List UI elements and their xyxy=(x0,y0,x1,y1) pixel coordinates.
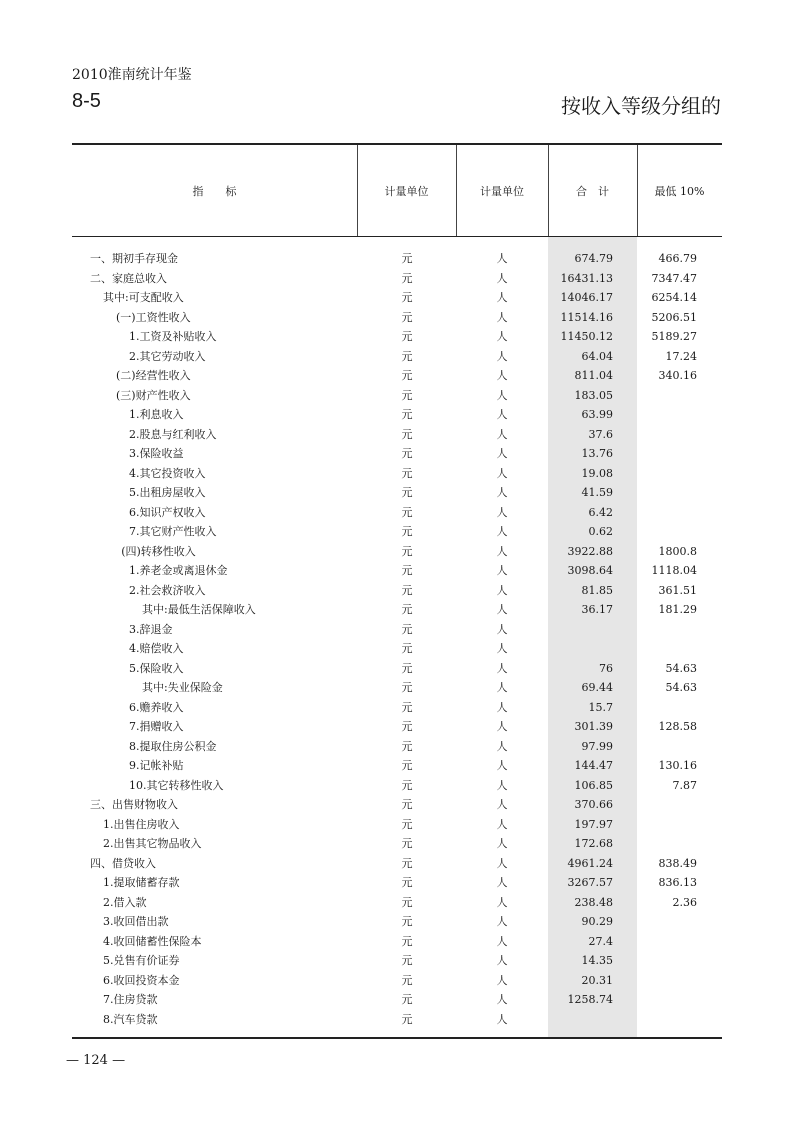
row-lowest: 466.79 xyxy=(658,252,697,265)
row-unit1: 元 xyxy=(401,408,413,421)
table-row xyxy=(72,678,722,698)
row-unit1: 元 xyxy=(401,720,413,733)
header-lowest: 最低 10% xyxy=(654,184,705,198)
row-label: 5.保险收入 xyxy=(129,661,184,675)
row-total: 674.79 xyxy=(574,252,613,265)
row-label: 3.收回借出款 xyxy=(103,915,169,928)
row-unit2: 人 xyxy=(496,466,508,480)
row-unit2: 人 xyxy=(496,915,508,928)
row-unit1: 元 xyxy=(401,583,413,597)
row-label: (三)财产性收入 xyxy=(116,388,191,402)
row-unit1: 元 xyxy=(401,1012,413,1026)
row-total: 1258.74 xyxy=(567,993,613,1006)
row-unit1: 元 xyxy=(401,388,413,402)
row-total: 76 xyxy=(599,661,613,675)
header-indicator: 指 标 xyxy=(192,184,237,198)
row-unit2: 人 xyxy=(496,291,508,304)
row-label: (二)经营性收入 xyxy=(116,369,191,382)
row-lowest: 181.29 xyxy=(658,603,697,616)
row-unit2: 人 xyxy=(496,798,508,811)
table-row xyxy=(72,854,722,874)
row-unit1: 元 xyxy=(401,934,413,948)
row-unit2: 人 xyxy=(496,603,508,616)
row-unit1: 元 xyxy=(401,954,413,967)
table-row xyxy=(72,834,722,854)
row-unit1: 元 xyxy=(401,271,413,285)
table-row xyxy=(72,893,722,913)
row-unit2: 人 xyxy=(496,271,508,285)
row-total: 11514.16 xyxy=(560,310,613,324)
row-label: 2.借入款 xyxy=(103,895,147,909)
row-label: 2.股息与红利收入 xyxy=(129,427,217,441)
row-total: 370.66 xyxy=(574,798,613,811)
row-lowest: 361.51 xyxy=(658,583,697,597)
row-unit2: 人 xyxy=(496,564,508,577)
row-lowest: 1800.8 xyxy=(658,544,697,558)
row-unit1: 元 xyxy=(401,369,413,382)
row-label: 6.赡养收入 xyxy=(129,700,184,714)
row-label: 6.收回投资本金 xyxy=(103,973,180,987)
table-row xyxy=(72,249,722,269)
row-lowest: 5189.27 xyxy=(651,330,697,343)
row-lowest: 1118.04 xyxy=(651,564,697,577)
table-row xyxy=(72,464,722,484)
row-unit1: 元 xyxy=(401,544,413,558)
row-total: 14046.17 xyxy=(560,291,613,304)
row-unit2: 人 xyxy=(496,583,508,597)
table-row xyxy=(72,639,722,659)
bottom-rule xyxy=(72,1037,722,1039)
row-total: 15.7 xyxy=(588,700,613,714)
row-lowest: 54.63 xyxy=(665,661,697,675)
table-row xyxy=(72,386,722,406)
table-row xyxy=(72,951,722,971)
row-total: 3267.57 xyxy=(567,876,613,889)
row-unit2: 人 xyxy=(496,486,508,499)
table-row xyxy=(72,737,722,757)
table-row xyxy=(72,581,722,601)
row-label: 其中:失业保险金 xyxy=(142,681,223,694)
row-label: 三、出售财物收入 xyxy=(90,798,178,811)
table-row xyxy=(72,542,722,562)
row-unit1: 元 xyxy=(401,817,413,831)
row-label: 1.提取储蓄存款 xyxy=(103,876,180,889)
table-row xyxy=(72,308,722,328)
row-label: 7.捐赠收入 xyxy=(129,720,184,733)
table-row xyxy=(72,522,722,542)
table-row xyxy=(72,425,722,445)
row-unit2: 人 xyxy=(496,505,508,519)
row-unit1: 元 xyxy=(401,466,413,480)
table-row xyxy=(72,620,722,640)
table-row xyxy=(72,483,722,503)
row-lowest: 2.36 xyxy=(672,895,697,909)
table-row xyxy=(72,405,722,425)
row-lowest: 7347.47 xyxy=(651,271,697,285)
row-total: 172.68 xyxy=(574,837,613,850)
row-label: (一)工资性收入 xyxy=(116,310,191,324)
row-total: 37.6 xyxy=(588,427,613,441)
row-label: 一、期初手存现金 xyxy=(90,252,178,265)
row-label: 2.出售其它物品收入 xyxy=(103,837,202,850)
row-label: 1.工资及补贴收入 xyxy=(129,330,217,343)
table-row xyxy=(72,698,722,718)
row-total: 11450.12 xyxy=(560,330,613,343)
row-total: 3922.88 xyxy=(567,544,613,558)
row-lowest: 340.16 xyxy=(658,369,697,382)
row-unit1: 元 xyxy=(401,447,413,460)
header-unit2: 计量单位 xyxy=(480,184,524,198)
row-lowest: 836.13 xyxy=(658,876,697,889)
row-total: 13.76 xyxy=(581,447,613,460)
row-label: 8.提取住房公积金 xyxy=(129,739,217,753)
row-unit2: 人 xyxy=(496,408,508,421)
row-label: 其中:最低生活保障收入 xyxy=(142,603,256,616)
row-label: 1.养老金或离退休金 xyxy=(129,564,228,577)
row-unit1: 元 xyxy=(401,778,413,792)
page-number: — 124 — xyxy=(66,1053,126,1068)
row-label: 7.其它财产性收入 xyxy=(129,525,217,538)
row-label: (四)转移性收入 xyxy=(121,544,196,558)
row-unit2: 人 xyxy=(496,720,508,733)
row-unit2: 人 xyxy=(496,349,508,363)
row-unit2: 人 xyxy=(496,934,508,948)
row-unit1: 元 xyxy=(401,739,413,753)
row-unit1: 元 xyxy=(401,564,413,577)
row-unit2: 人 xyxy=(496,310,508,324)
row-lowest: 130.16 xyxy=(658,759,697,772)
row-total: 41.59 xyxy=(581,486,613,499)
table-row xyxy=(72,561,722,581)
row-unit1: 元 xyxy=(401,252,413,265)
row-unit2: 人 xyxy=(496,954,508,967)
row-total: 238.48 xyxy=(574,895,613,909)
row-unit1: 元 xyxy=(401,681,413,694)
table-number: 8-5 xyxy=(72,90,101,112)
row-lowest: 838.49 xyxy=(658,856,697,870)
table-row xyxy=(72,1010,722,1030)
table-row xyxy=(72,932,722,952)
row-unit1: 元 xyxy=(401,622,413,636)
row-total: 64.04 xyxy=(581,349,613,363)
row-total: 69.44 xyxy=(581,681,613,694)
row-total: 106.85 xyxy=(574,778,613,792)
row-unit1: 元 xyxy=(401,973,413,987)
row-label: 2.其它劳动收入 xyxy=(129,349,206,363)
row-unit1: 元 xyxy=(401,525,413,538)
income-table xyxy=(72,143,722,1039)
row-label: 1.利息收入 xyxy=(129,408,184,421)
table-row xyxy=(72,503,722,523)
row-unit2: 人 xyxy=(496,739,508,753)
row-unit2: 人 xyxy=(496,525,508,538)
row-total: 6.42 xyxy=(588,505,613,519)
row-unit1: 元 xyxy=(401,661,413,675)
row-label: 9.记帐补贴 xyxy=(129,759,184,772)
yearbook-title: 2010淮南统计年鉴 xyxy=(72,67,192,83)
row-lowest: 17.24 xyxy=(665,349,697,363)
row-total: 19.08 xyxy=(581,466,613,480)
row-unit1: 元 xyxy=(401,759,413,772)
row-unit1: 元 xyxy=(401,895,413,909)
table-row xyxy=(72,971,722,991)
table-row xyxy=(72,444,722,464)
row-unit1: 元 xyxy=(401,291,413,304)
row-unit1: 元 xyxy=(401,993,413,1006)
row-label: 四、借贷收入 xyxy=(90,856,156,870)
table-row xyxy=(72,990,722,1010)
row-unit1: 元 xyxy=(401,310,413,324)
row-label: 4.赔偿收入 xyxy=(129,642,184,655)
row-label: 10.其它转移性收入 xyxy=(129,778,224,792)
row-lowest: 6254.14 xyxy=(651,291,697,304)
table-row xyxy=(72,269,722,289)
table-row xyxy=(72,327,722,347)
row-unit1: 元 xyxy=(401,505,413,519)
row-unit2: 人 xyxy=(496,895,508,909)
row-unit1: 元 xyxy=(401,876,413,889)
row-total: 90.29 xyxy=(581,915,613,928)
row-total: 81.85 xyxy=(581,583,613,597)
row-label: 3.保险收益 xyxy=(129,447,184,460)
row-total: 63.99 xyxy=(581,408,613,421)
row-unit1: 元 xyxy=(401,349,413,363)
table-row xyxy=(72,795,722,815)
row-total: 811.04 xyxy=(574,369,613,382)
row-label: 7.住房贷款 xyxy=(103,993,158,1006)
row-label: 5.出租房屋收入 xyxy=(129,486,206,499)
header-unit1: 计量单位 xyxy=(384,184,429,198)
row-total: 197.97 xyxy=(574,817,613,831)
row-unit2: 人 xyxy=(496,642,508,655)
row-unit2: 人 xyxy=(496,388,508,402)
row-unit2: 人 xyxy=(496,700,508,714)
table-row xyxy=(72,659,722,679)
row-label: 1.出售住房收入 xyxy=(103,817,180,831)
row-unit2: 人 xyxy=(496,330,508,343)
row-total: 27.4 xyxy=(588,934,613,948)
row-unit1: 元 xyxy=(401,856,413,870)
table-row xyxy=(72,873,722,893)
table-row xyxy=(72,815,722,835)
row-unit1: 元 xyxy=(401,837,413,850)
row-unit2: 人 xyxy=(496,837,508,850)
row-unit2: 人 xyxy=(496,973,508,987)
row-unit2: 人 xyxy=(496,252,508,265)
row-unit2: 人 xyxy=(496,876,508,889)
row-lowest: 7.87 xyxy=(672,778,697,792)
row-unit2: 人 xyxy=(496,1012,508,1026)
row-lowest: 5206.51 xyxy=(651,310,697,324)
row-unit1: 元 xyxy=(401,330,413,343)
row-unit2: 人 xyxy=(496,369,508,382)
row-label: 6.知识产权收入 xyxy=(129,505,206,519)
header-total: 合 计 xyxy=(576,184,609,198)
row-label: 5.兑售有价证券 xyxy=(103,954,180,967)
row-unit2: 人 xyxy=(496,447,508,460)
table-row xyxy=(72,288,722,308)
row-total: 3098.64 xyxy=(567,564,613,577)
row-lowest: 128.58 xyxy=(658,720,697,733)
row-label: 4.收回储蓄性保险本 xyxy=(103,934,202,948)
row-total: 301.39 xyxy=(574,720,613,733)
row-unit1: 元 xyxy=(401,642,413,655)
row-total: 97.99 xyxy=(581,739,613,753)
row-unit2: 人 xyxy=(496,856,508,870)
row-unit2: 人 xyxy=(496,427,508,441)
row-unit2: 人 xyxy=(496,778,508,792)
row-total: 183.05 xyxy=(574,388,613,402)
row-label: 其中:可支配收入 xyxy=(103,291,184,304)
row-unit2: 人 xyxy=(496,993,508,1006)
table-row xyxy=(72,912,722,932)
row-label: 3.辞退金 xyxy=(129,622,173,636)
table-row xyxy=(72,717,722,737)
row-unit2: 人 xyxy=(496,661,508,675)
row-label: 4.其它投资收入 xyxy=(129,466,206,480)
table-row xyxy=(72,600,722,620)
row-unit1: 元 xyxy=(401,486,413,499)
row-total: 4961.24 xyxy=(567,856,613,870)
row-total: 20.31 xyxy=(581,973,613,987)
row-label: 二、家庭总收入 xyxy=(90,271,167,285)
row-unit2: 人 xyxy=(496,681,508,694)
row-label: 2.社会救济收入 xyxy=(129,583,206,597)
header-rule xyxy=(72,236,722,237)
row-unit2: 人 xyxy=(496,759,508,772)
row-total: 16431.13 xyxy=(560,271,613,285)
row-label: 8.汽车贷款 xyxy=(103,1012,158,1026)
row-unit2: 人 xyxy=(496,622,508,636)
row-total: 0.62 xyxy=(588,525,613,538)
table-row xyxy=(72,776,722,796)
row-total: 14.35 xyxy=(581,954,613,967)
row-total: 36.17 xyxy=(581,603,613,616)
table-row xyxy=(72,347,722,367)
table-title: 按收入等级分组的 xyxy=(561,94,721,118)
row-unit1: 元 xyxy=(401,427,413,441)
row-unit2: 人 xyxy=(496,544,508,558)
table-row xyxy=(72,366,722,386)
row-lowest: 54.63 xyxy=(665,681,697,694)
row-unit1: 元 xyxy=(401,798,413,811)
row-unit1: 元 xyxy=(401,700,413,714)
row-total: 144.47 xyxy=(574,759,613,772)
table-row xyxy=(72,756,722,776)
row-unit1: 元 xyxy=(401,603,413,616)
row-unit2: 人 xyxy=(496,817,508,831)
row-unit1: 元 xyxy=(401,915,413,928)
